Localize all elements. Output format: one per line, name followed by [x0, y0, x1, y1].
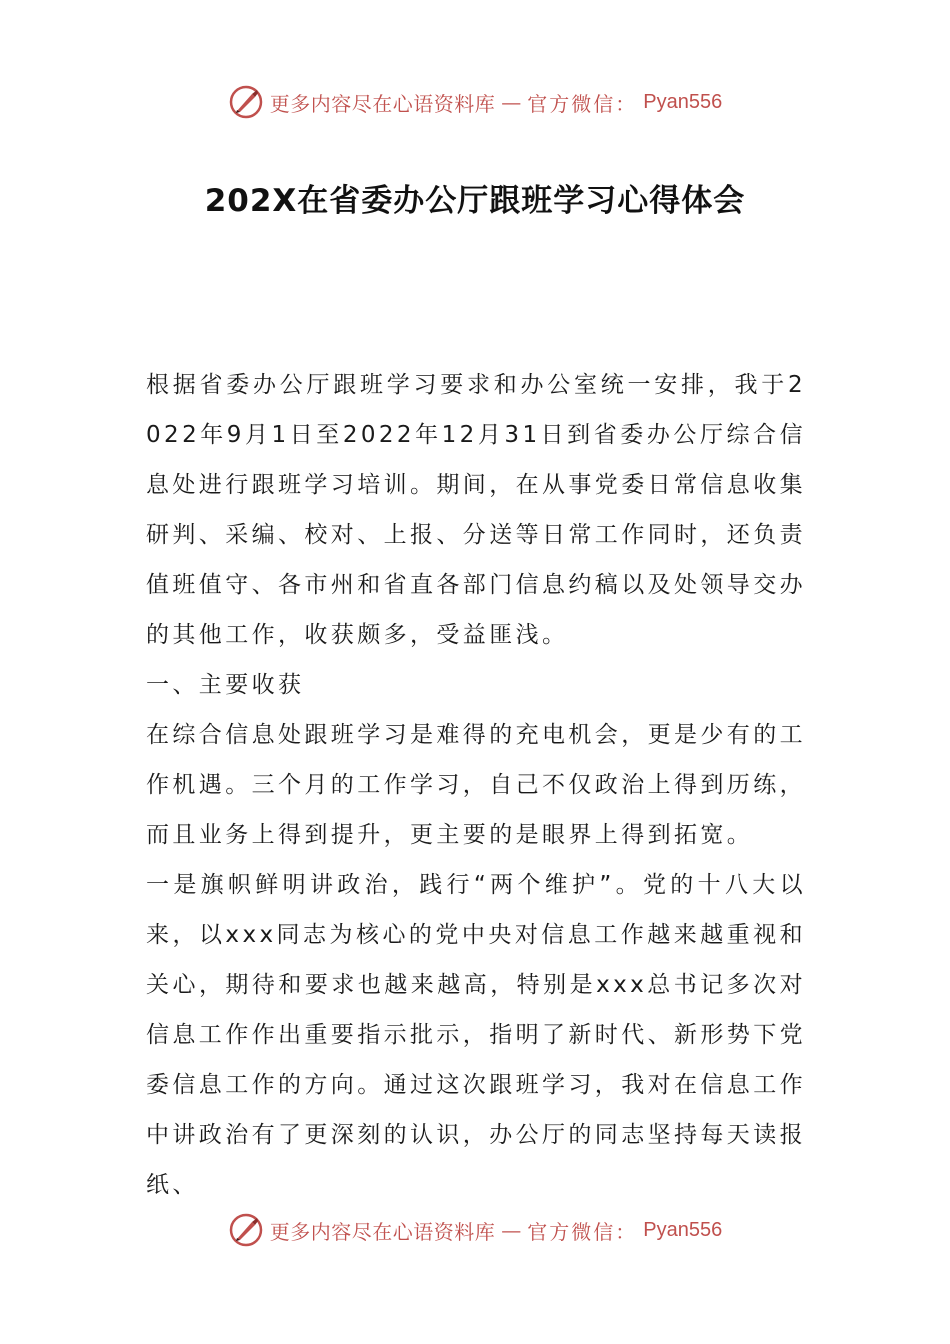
banner-separator: —	[501, 90, 522, 114]
quill-pen-logo-icon	[228, 84, 264, 120]
wechat-label: 官方微信：	[527, 91, 638, 116]
promo-text: 更多内容尽在心语资料库	[269, 1219, 496, 1244]
wechat-label: 官方微信：	[527, 1219, 638, 1244]
document-body	[146, 360, 806, 1210]
promo-text: 更多内容尽在心语资料库	[269, 91, 496, 116]
paragraph-politics: 一是旗帜鲜明讲政治，践行“两个维护”。党的十八大以来，以xxx同志为核心的党中央对信息工作越来越重视和关心，期待和要求也越来越高，特别是xxx总书记多次对信息工作作出重要指示批示，指明了新时代、新形势下党委信息工作的方向。通过这次跟班学习，我对在信息工作中讲政治有了更深刻的认识，办公厅的同志坚持每天读报纸、	[146, 872, 806, 1198]
paragraph-intro: 根据省委办公厅跟班学习要求和办公室统一安排，我于2022年9月1日至2022年12月31日到省委办公厅综合信息处进行跟班学习培训。期间，在从事党委日常信息收集研判、采编、校对、上报、分送等日常工作同时，还负责值班值守、各市州和省直各部门信息约稿以及处领导交办的其他工作，收获颇多，受益匪浅。	[146, 372, 806, 648]
paragraph-gains-summary: 在综合信息处跟班学习是难得的充电机会，更是少有的工作机遇。三个月的工作学习，自己不仅政治上得到历练，而且业务上得到提升，更主要的是眼界上得到拓宽。	[146, 722, 806, 848]
header-banner	[0, 82, 950, 122]
wechat-id: Pyan556	[643, 1218, 723, 1241]
section-heading-main-gains: 一、主要收获	[146, 672, 305, 698]
footer-banner	[0, 1210, 950, 1250]
document-title: 202X在省委办公厅跟班学习心得体会	[204, 183, 746, 219]
wechat-id: Pyan556	[643, 90, 723, 113]
quill-pen-logo-icon	[228, 1212, 264, 1248]
banner-separator: —	[501, 1218, 522, 1242]
